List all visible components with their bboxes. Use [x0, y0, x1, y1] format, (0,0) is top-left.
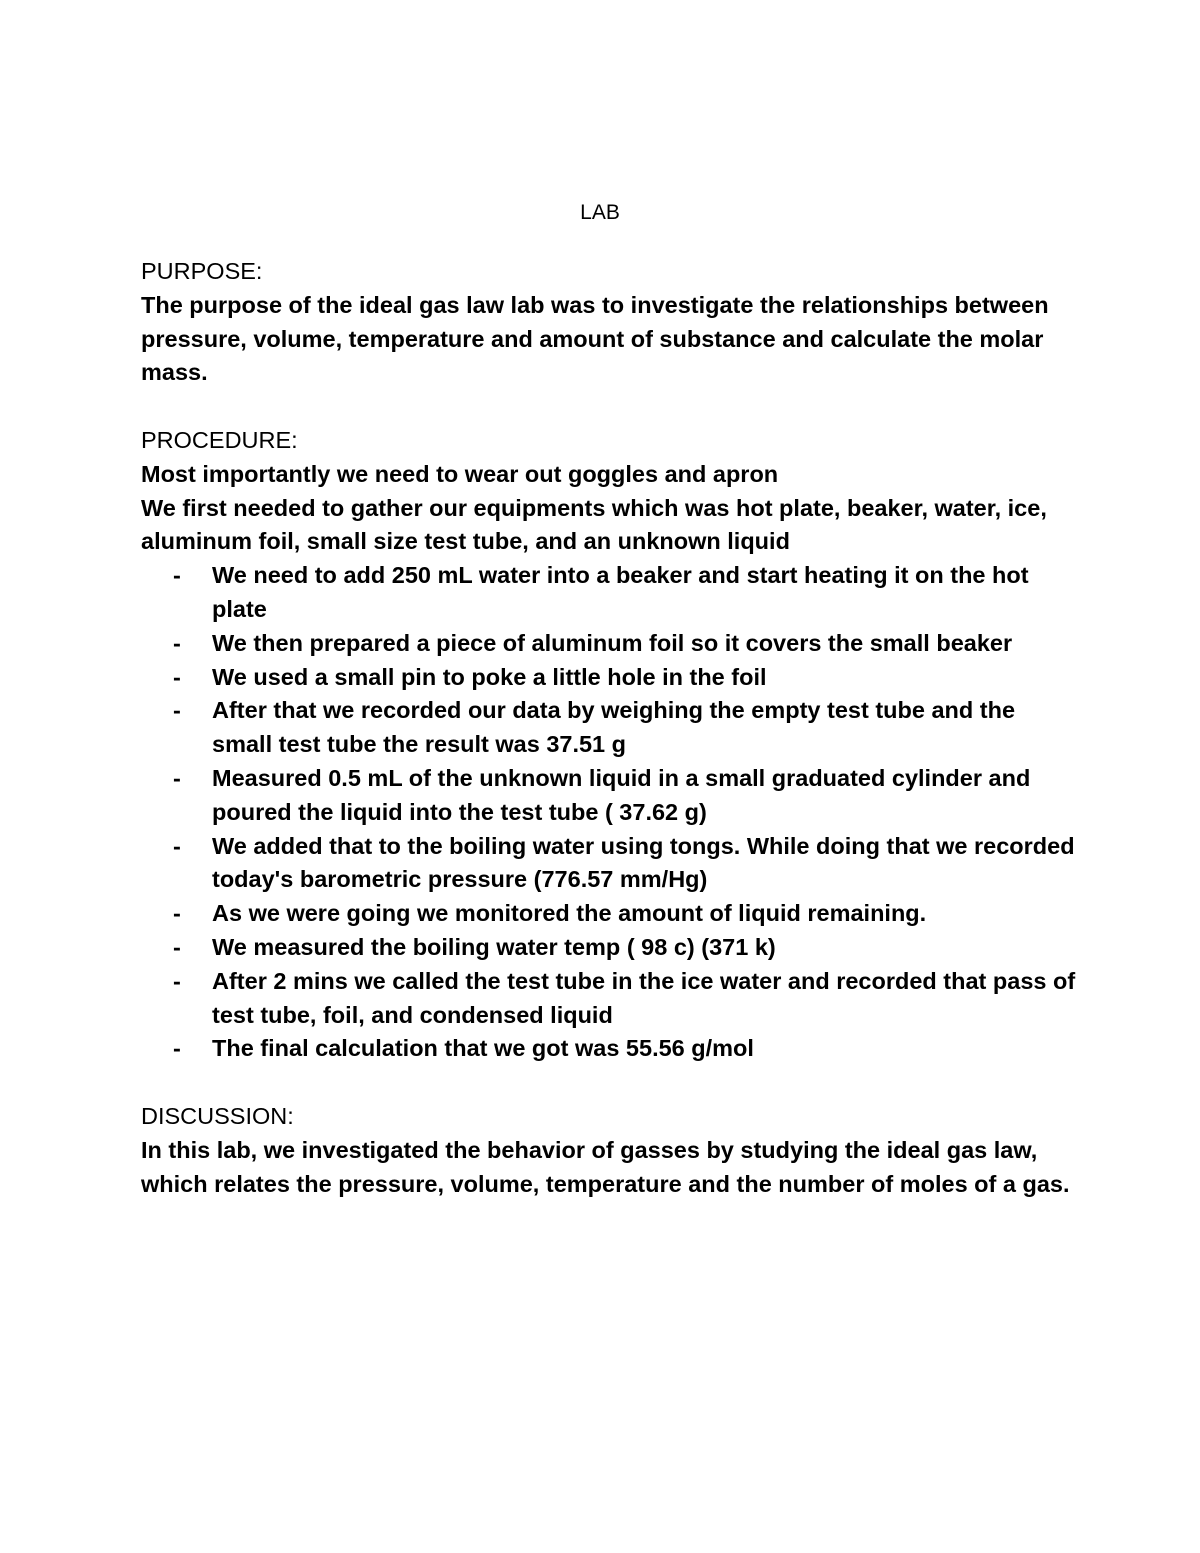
document-body	[141, 255, 1076, 1201]
procedure-heading: PROCEDURE:	[141, 426, 298, 453]
procedure-intro-line: We first needed to gather our equipments which was hot plate, beaker, water, ice, aluminum foil, small size test tube, and an unknown liquid	[141, 494, 1047, 555]
purpose-heading: PURPOSE:	[141, 258, 263, 284]
procedure-step-text: We used a small pin to poke a little hole in the foil	[212, 663, 767, 690]
procedure-steps-list	[141, 559, 1076, 1066]
procedure-step	[141, 897, 1076, 931]
bullet-dash: -	[173, 764, 181, 791]
bullet-dash: -	[173, 900, 181, 927]
bullet-dash: -	[173, 1035, 181, 1062]
procedure-step	[141, 830, 1076, 898]
discussion-text: In this lab, we investigated the behavior of gasses by studying the ideal gas law, which relates the pressure, volume, temperature and the number of moles of a gas.	[141, 1136, 1070, 1197]
purpose-text: The purpose of the ideal gas law lab was to investigate the relationships between pressure, volume, temperature and amount of substance and calculate the molar mass.	[141, 291, 1049, 386]
section-spacer	[141, 1066, 1076, 1100]
procedure-step	[141, 931, 1076, 965]
procedure-step	[141, 694, 1076, 762]
procedure-step	[141, 559, 1076, 627]
procedure-step	[141, 762, 1076, 830]
procedure-step	[141, 1032, 1076, 1066]
procedure-intro-line: Most importantly we need to wear out goggles and apron	[141, 460, 779, 487]
bullet-dash: -	[173, 967, 181, 994]
procedure-step-text: We then prepared a piece of aluminum foil so it covers the small beaker	[212, 629, 1013, 656]
bullet-dash: -	[173, 629, 181, 656]
discussion-section	[141, 1100, 1076, 1201]
procedure-intro	[141, 458, 1076, 559]
procedure-step-text: We measured the boiling water temp ( 98 c) (371 k)	[212, 933, 776, 960]
procedure-step-text: We added that to the boiling water using tongs. While doing that we recorded today's barometric pressure (776.57 mm/Hg)	[212, 832, 1075, 893]
bullet-dash: -	[173, 933, 181, 960]
procedure-section	[141, 424, 1076, 1066]
procedure-step-text: After 2 mins we called the test tube in the ice water and recorded that pass of test tube, foil, and condensed liquid	[212, 967, 1076, 1028]
bullet-dash: -	[173, 697, 181, 724]
procedure-step	[141, 661, 1076, 695]
section-spacer	[141, 390, 1076, 424]
document-title: LAB	[580, 201, 620, 224]
procedure-step	[141, 965, 1076, 1033]
procedure-step-text: After that we recorded our data by weighing the empty test tube and the small test tube the result was 37.51 g	[212, 697, 1016, 758]
bullet-dash: -	[173, 562, 181, 589]
procedure-step-text: The final calculation that we got was 55.56 g/mol	[212, 1035, 754, 1062]
discussion-heading: DISCUSSION:	[141, 1102, 294, 1129]
procedure-step-text: As we were going we monitored the amount of liquid remaining.	[212, 900, 927, 927]
procedure-step	[141, 627, 1076, 661]
procedure-step-text: We need to add 250 mL water into a beaker and start heating it on the hot plate	[212, 562, 1029, 622]
bullet-dash: -	[173, 663, 181, 690]
procedure-step-text: Measured 0.5 mL of the unknown liquid in a small graduated cylinder and poured the liquid into the test tube ( 37.62 g)	[212, 764, 1031, 825]
purpose-section	[141, 255, 1076, 390]
bullet-dash: -	[173, 832, 181, 859]
